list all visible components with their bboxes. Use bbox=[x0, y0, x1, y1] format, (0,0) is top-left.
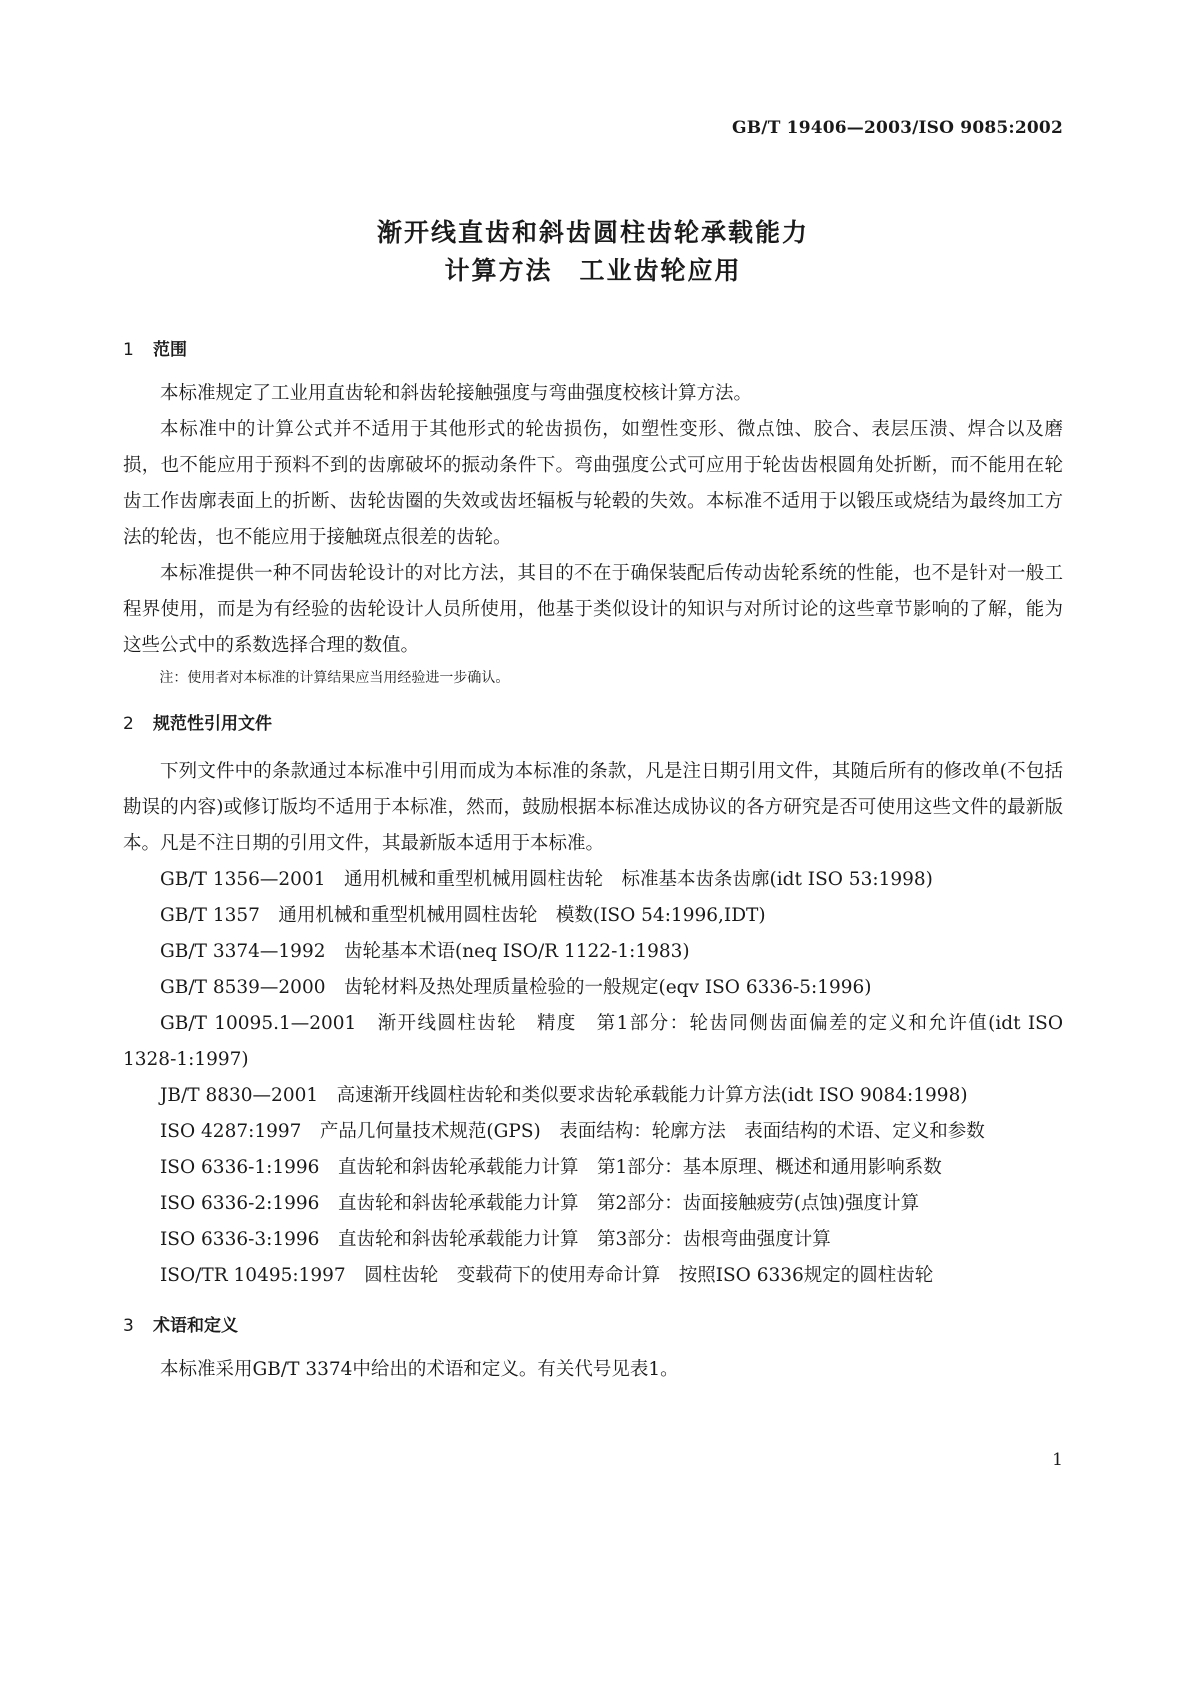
section-heading: 2 规范性引用文件 bbox=[123, 714, 272, 734]
reference-item: GB/T 10095.1—2001 渐开线圆柱齿轮 精度 第1部分：轮齿同侧齿面偏差的定义和允许值(idt ISO 1328-1:1997) bbox=[123, 1013, 1063, 1070]
reference-item: JB/T 8830—2001 高速渐开线圆柱齿轮和类似要求齿轮承载能力计算方法(idt ISO 9084:1998) bbox=[160, 1085, 968, 1106]
paragraph: 本标准规定了工业用直齿轮和斜齿轮接触强度与弯曲强度校核计算方法。 bbox=[160, 383, 753, 404]
reference-item: GB/T 3374—1992 齿轮基本术语(neq ISO/R 1122-1:1983) bbox=[160, 941, 690, 962]
reference-item: GB/T 1356—2001 通用机械和重型机械用圆柱齿轮 标准基本齿条齿廓(idt ISO 53:1998) bbox=[160, 869, 933, 890]
reference-item: ISO 6336-1:1996 直齿轮和斜齿轮承载能力计算 第1部分：基本原理、概述和通用影响系数 bbox=[160, 1157, 942, 1178]
section-2 bbox=[123, 710, 1063, 1294]
title-line-2: 计算方法 工业齿轮应用 bbox=[444, 256, 742, 285]
reference-item: GB/T 1357 通用机械和重型机械用圆柱齿轮 模数(ISO 54:1996,IDT) bbox=[160, 905, 766, 926]
section-heading: 1 范围 bbox=[123, 340, 187, 360]
section-3 bbox=[123, 1312, 1063, 1388]
reference-item: GB/T 8539—2000 齿轮材料及热处理质量检验的一般规定(eqv ISO 6336-5:1996) bbox=[160, 977, 872, 998]
page-number: 1 bbox=[1052, 1450, 1063, 1470]
section-1 bbox=[123, 336, 1063, 692]
title-line-1: 渐开线直齿和斜齿圆柱齿轮承载能力 bbox=[376, 218, 809, 247]
section-heading: 3 术语和定义 bbox=[123, 1316, 238, 1336]
standard-code-header: GB/T 19406—2003/ISO 9085:2002 bbox=[732, 118, 1063, 138]
paragraph: 本标准提供一种不同齿轮设计的对比方法，其目的不在于确保装配后传动齿轮系统的性能，也不是针对一般工程界使用，而是为有经验的齿轮设计人员所使用，他基于类似设计的知识与对所讨论的这些章节影响的了解，能为这些公式中的系数选择合理的数值。 bbox=[123, 563, 1063, 656]
paragraph: 本标准采用GB/T 3374中给出的术语和定义。有关代号见表1。 bbox=[160, 1359, 679, 1380]
reference-item: ISO/TR 10495:1997 圆柱齿轮 变载荷下的使用寿命计算 按照ISO 6336规定的圆柱齿轮 bbox=[160, 1265, 934, 1286]
paragraph: 下列文件中的条款通过本标准中引用而成为本标准的条款，凡是注日期引用文件，其随后所有的修改单(不包括勘误的内容)或修订版均不适用于本标准，然而，鼓励根据本标准达成协议的各方研究是否可使用这些文件的最新版本。凡是不注日期的引用文件，其最新版本适用于本标准。 bbox=[123, 761, 1063, 854]
note: 注：使用者对本标准的计算结果应当用经验进一步确认。 bbox=[159, 670, 510, 686]
reference-item: ISO 6336-2:1996 直齿轮和斜齿轮承载能力计算 第2部分：齿面接触疲劳(点蚀)强度计算 bbox=[160, 1193, 920, 1214]
reference-item: ISO 6336-3:1996 直齿轮和斜齿轮承载能力计算 第3部分：齿根弯曲强度计算 bbox=[160, 1229, 831, 1250]
document-title bbox=[123, 214, 1063, 290]
reference-item: ISO 4287:1997 产品几何量技术规范(GPS) 表面结构：轮廓方法 表面结构的术语、定义和参数 bbox=[160, 1121, 985, 1142]
paragraph: 本标准中的计算公式并不适用于其他形式的轮齿损伤，如塑性变形、微点蚀、胶合、表层压溃、焊合以及磨损，也不能应用于预料不到的齿廓破坏的振动条件下。弯曲强度公式可应用于轮齿齿根圆角处折断，而不能用在轮齿工作齿廓表面上的折断、齿轮齿圈的失效或齿坯辐板与轮毂的失效。本标准不适用于以锻压或烧结为最终加工方法的轮齿，也不能应用于接触斑点很差的齿轮。 bbox=[123, 419, 1063, 548]
